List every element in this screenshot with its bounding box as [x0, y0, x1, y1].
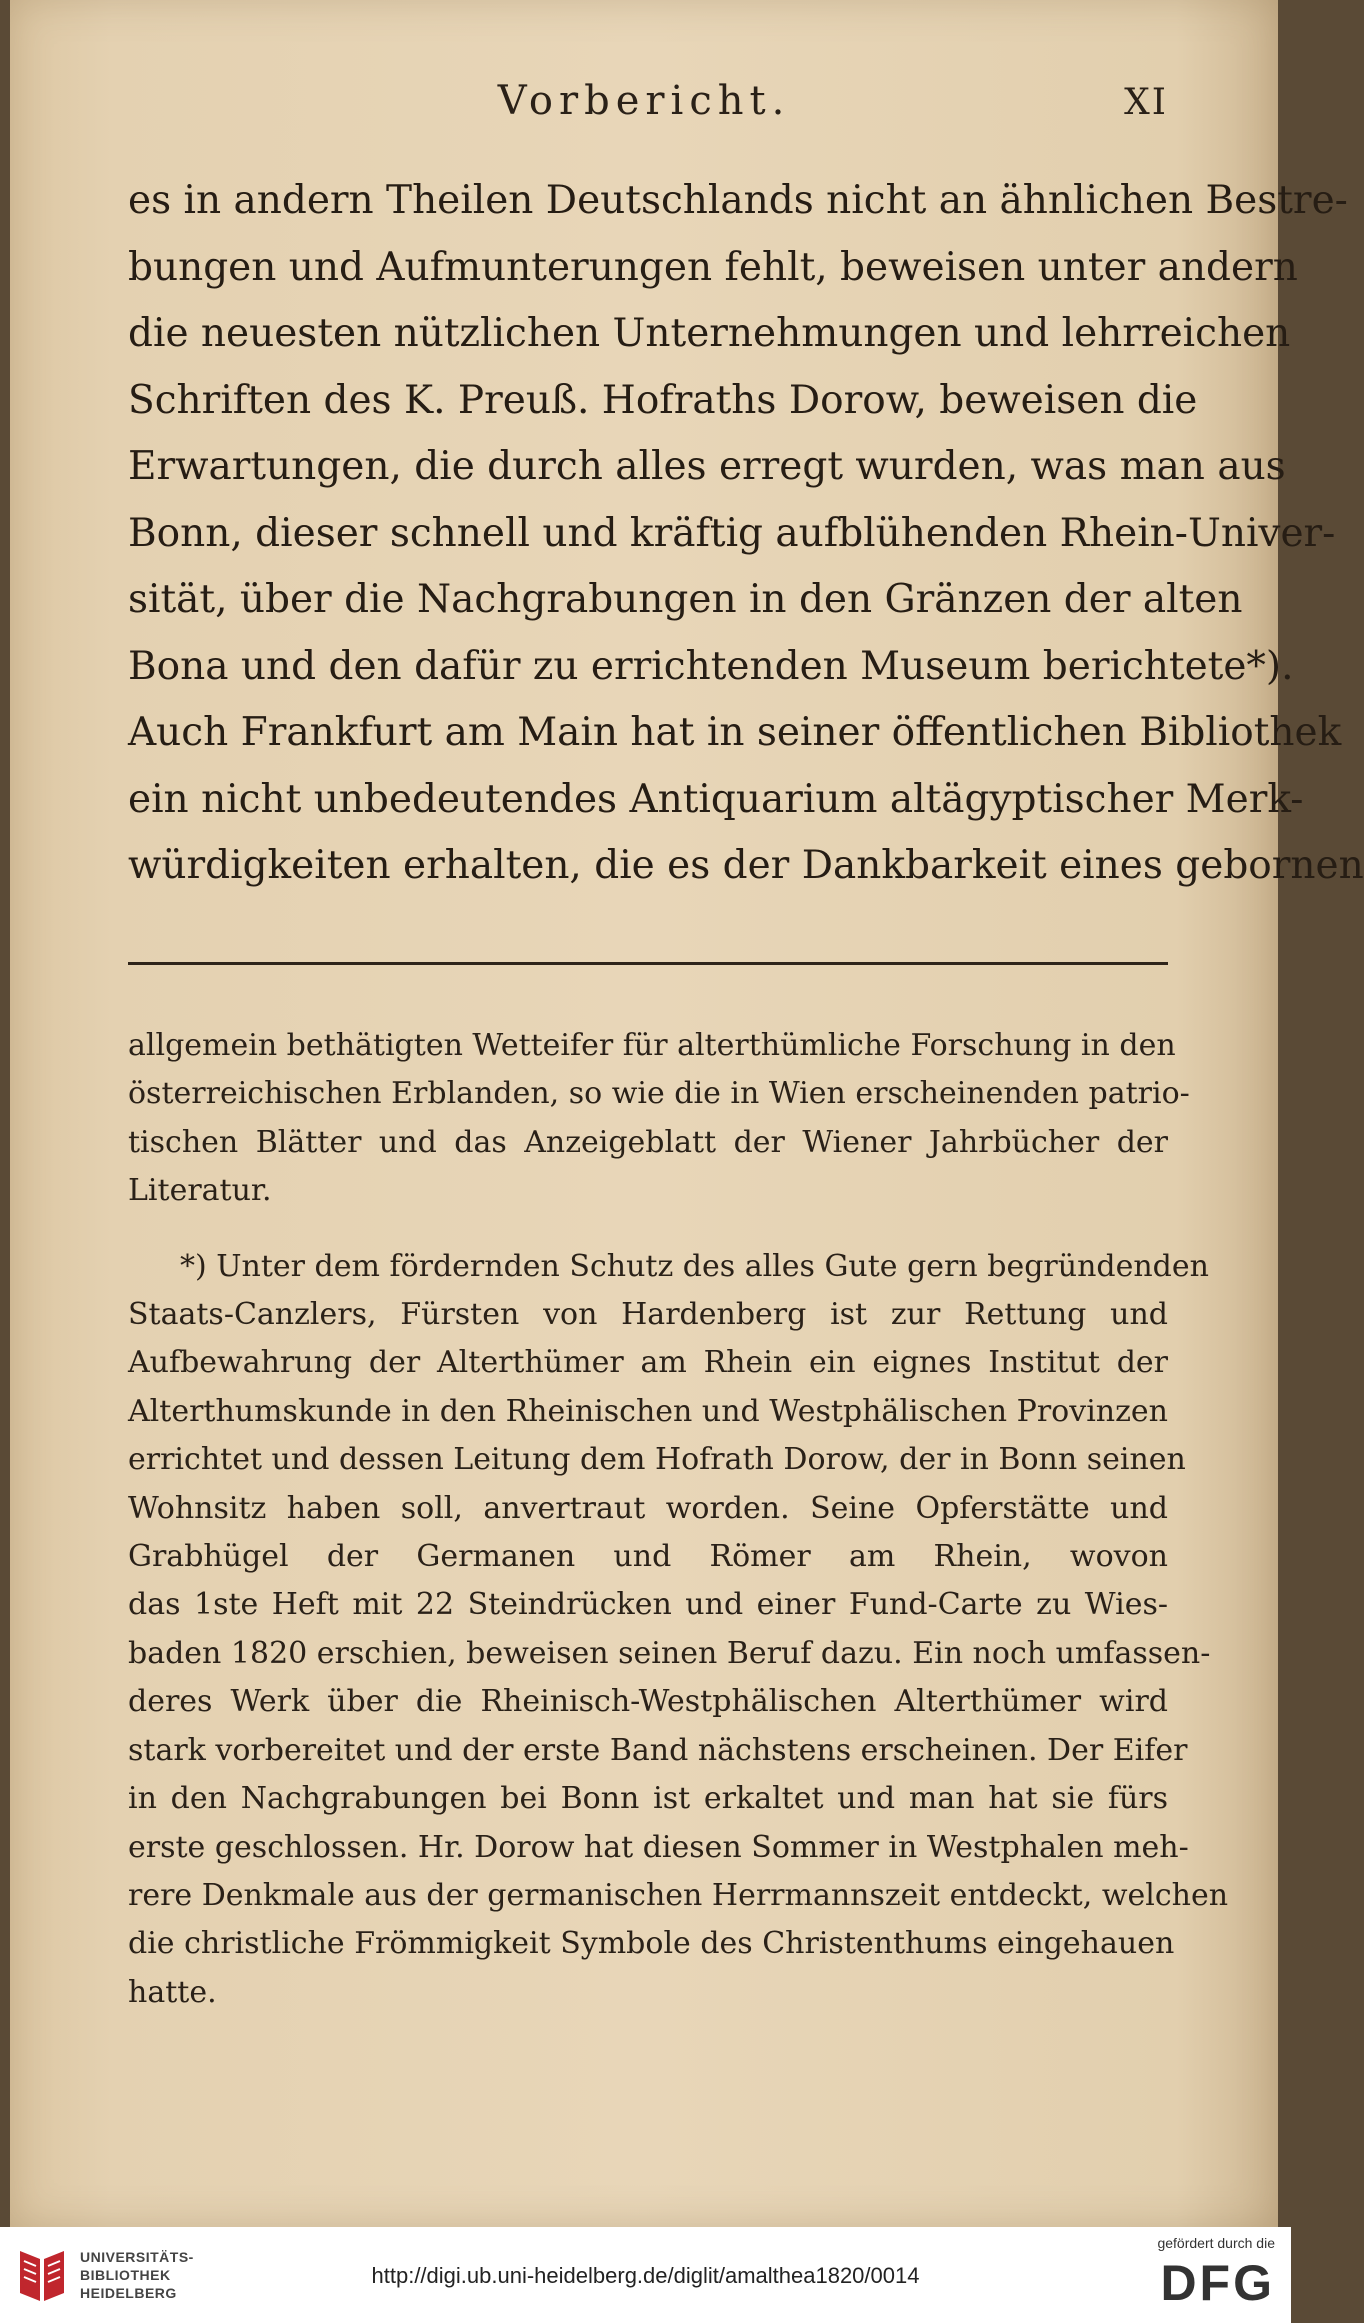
permalink-url[interactable]: http://digi.ub.uni-heidelberg.de/diglit/amalthea1820/0014 [371, 2263, 920, 2288]
continued-footnote [128, 1022, 1190, 1216]
text-line: Auch Frankfurt am Main hat in seiner öffentlichen Bibliothek [128, 710, 1342, 755]
text-line: die neuesten nützlichen Unternehmungen und lehrreichen [128, 311, 1291, 356]
text-line: es in andern Theilen Deutschlands nicht an ähnlichen Bestre- [128, 178, 1348, 223]
text-line: Bonn, dieser schnell und kräftig aufblühenden Rhein-Univer- [128, 510, 1336, 556]
note-line: in den Nachgrabungen bei Bonn ist erkaltet und man hat sie fürs [128, 1781, 1168, 1817]
notes-block [128, 1022, 1229, 2017]
text-line: sität, über die Nachgrabungen in den Gränzen der alten [128, 577, 1243, 622]
note-line: tischen Blätter und das Anzeigeblatt der Wiener Jahrbücher der [128, 1124, 1168, 1160]
note-line: Alterthumskunde in den Rheinischen und Westphälischen Provinzen [128, 1393, 1168, 1429]
note-line: Staats-Canzlers, Fürsten von Hardenberg ist zur Rettung und [128, 1297, 1168, 1333]
note-line: Aufbewahrung der Alterthümer am Rhein ein eignes Institut der [128, 1345, 1168, 1381]
funder-caption: gefördert durch die [1157, 2235, 1275, 2251]
digitization-footer [0, 2227, 1291, 2323]
library-name-line: BIBLIOTHEK [80, 2267, 171, 2283]
note-line: Wohnsitz haben soll, anvertraut worden. Seine Opferstätte und [128, 1490, 1168, 1526]
note-line: erste geschlossen. Hr. Dorow hat diesen Sommer in Westphalen meh- [128, 1829, 1189, 1865]
note-line: hatte. [128, 1974, 217, 2010]
text-line: Erwartungen, die durch alles erregt wurden, was man aus [128, 444, 1286, 489]
note-line: das 1ste Heft mit 22 Steindrücken und einer Fund-Carte zu Wies- [128, 1587, 1168, 1623]
footnote-asterisk [128, 1243, 1229, 2018]
library-name-line: UNIVERSITÄTS- [80, 2249, 194, 2265]
text-line: ein nicht unbedeutendes Antiquarium altägyptischer Merk- [128, 776, 1304, 822]
footnote-separator-rule [128, 962, 1168, 965]
running-head: Vorbericht. [497, 78, 791, 124]
text-line: Schriften des K. Preuß. Hofraths Dorow, beweisen die [128, 377, 1198, 423]
text-line: würdigkeiten erhalten, die es der Dankbarkeit eines gebornen [128, 843, 1364, 888]
text-line: bungen und Aufmunterungen fehlt, beweisen unter andern [128, 244, 1298, 290]
library-name-line: HEIDELBERG [80, 2285, 177, 2301]
note-line: baden 1820 erschien, beweisen seinen Beruf dazu. Ein noch umfassen- [128, 1635, 1211, 1671]
note-line: deres Werk über die Rheinisch-Westphälischen Alterthümer wird [128, 1684, 1168, 1720]
note-line: allgemein bethätigten Wetteifer für alterthümliche Forschung in den [128, 1028, 1176, 1063]
dfg-logo[interactable]: DFG [1160, 2255, 1275, 2311]
note-line: *) Unter dem fördernden Schutz des alles Gute gern begründenden [180, 1248, 1209, 1284]
note-line: Literatur. [128, 1173, 272, 1209]
note-line: rere Denkmale aus der germanischen Herrmannszeit entdeckt, welchen [128, 1877, 1229, 1913]
note-line: die christliche Frömmigkeit Symbole des Christenthums eingehauen [128, 1926, 1175, 1962]
page-number: XI [1124, 82, 1168, 123]
note-line: österreichischen Erblanden, so wie die in Wien erscheinenden patrio- [128, 1076, 1190, 1112]
note-line: errichtet und dessen Leitung dem Hofrath Dorow, der in Bonn seinen [128, 1442, 1186, 1478]
main-text-block [128, 168, 1364, 900]
note-line: stark vorbereitet und der erste Band nächstens erscheinen. Der Eifer [128, 1732, 1188, 1768]
page-header [10, 78, 1278, 138]
note-line: Grabhügel der Germanen und Römer am Rhein, wovon [128, 1539, 1168, 1575]
text-line: Bona und den dafür zu errichtenden Museum berichtete*). [128, 643, 1294, 689]
book-page [10, 0, 1364, 2227]
